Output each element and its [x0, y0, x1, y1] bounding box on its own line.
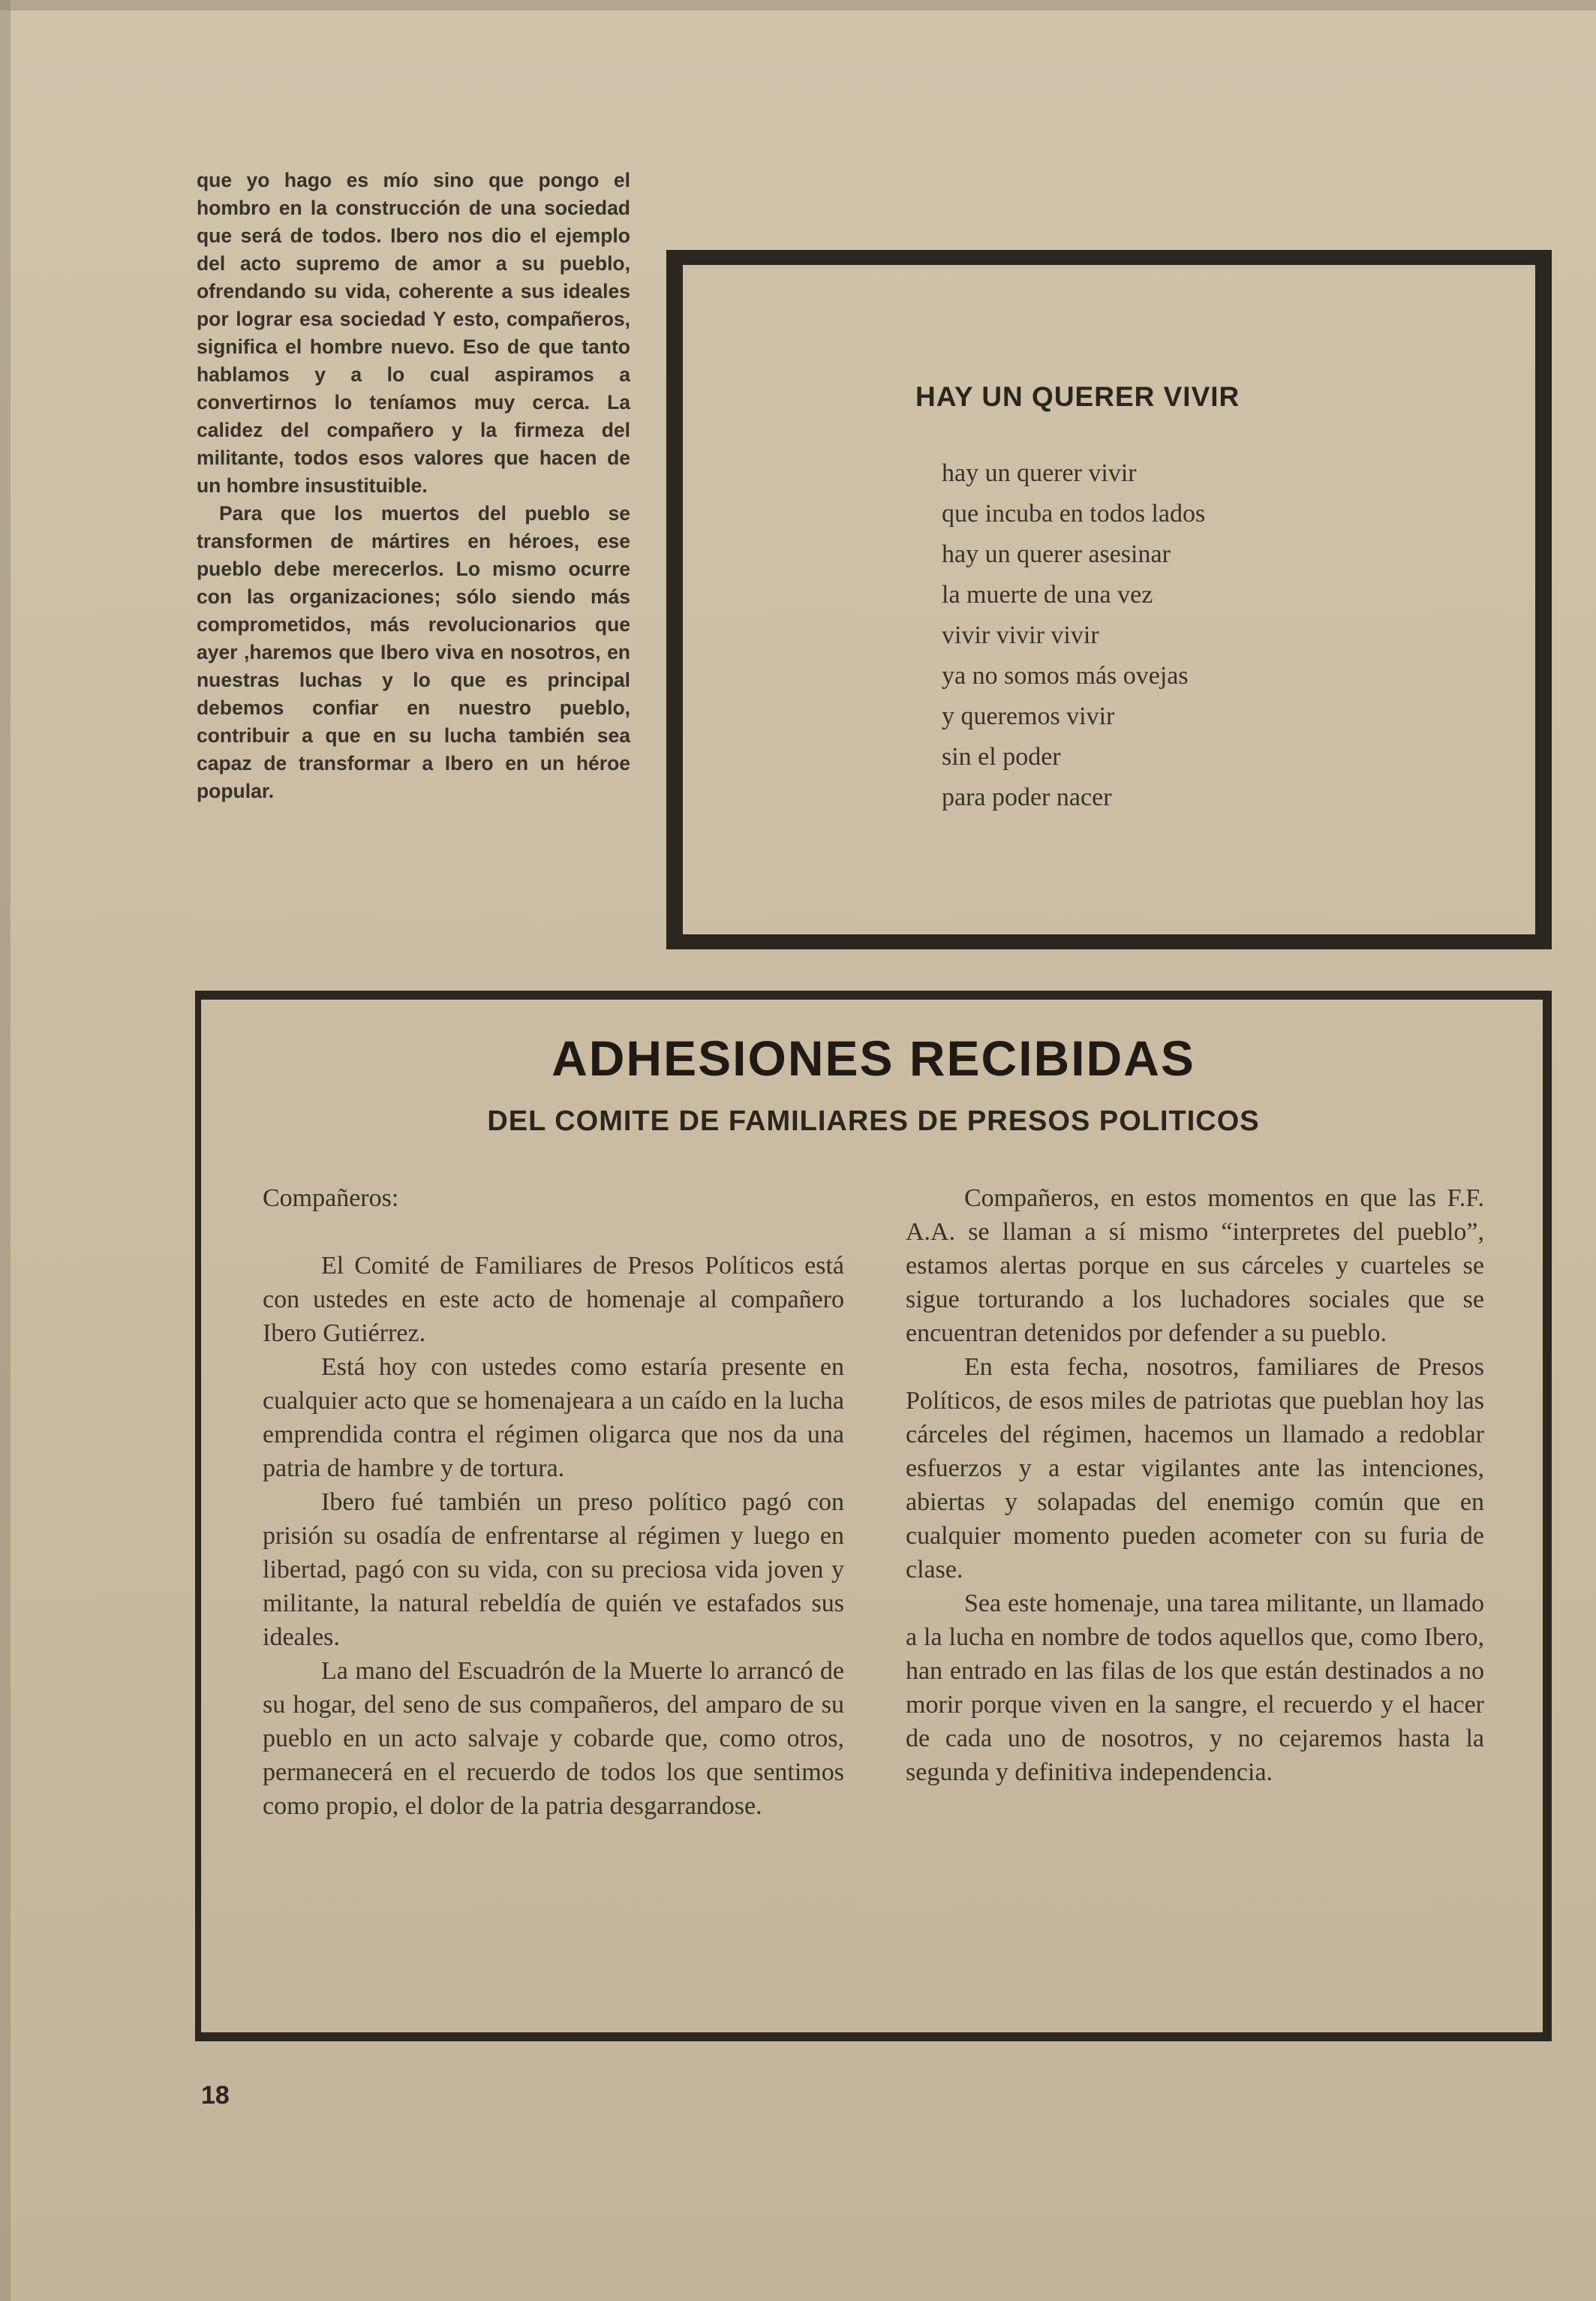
poem-line: ya no somos más ovejas [942, 662, 1189, 690]
letter-paragraph: Compañeros, en estos momentos en que las F.F. A.A. se llaman a sí mismo “interpretes del pueblo”, estamos alertas porque en sus cárceles y cuarteles se sigue torturando a los luchadores sociales que se encuentran detenidos por defender a su pueblo. [906, 1184, 1484, 1347]
article-paragraph: Para que los muertos del pueblo se transformen de mártires en héroes, ese pueblo debe merecerlos. Lo mismo ocurre con las organizaciones; sólo siendo más comprometidos, más revolucionarios que ayer ,haremos que Ibero viva en nosotros, en nuestras luchas y lo que es principal debemos confiar en nuestro pueblo, contribuir a que en su lucha también sea capaz de transformar a Ibero en un héroe popular. [197, 502, 630, 802]
poem-line: para poder nacer [942, 784, 1112, 811]
poem-line: vivir vivir vivir [942, 621, 1099, 649]
poem-line: y queremos vivir [942, 702, 1115, 730]
poem-line: sin el poder [942, 743, 1061, 771]
poem-body [942, 453, 1467, 818]
poem-title: HAY UN QUERER VIVIR [915, 381, 1240, 412]
article-paragraph: que yo hago es mío sino que pongo el hombro en la construcción de una sociedad que será de todos. Ibero nos dio el ejemplo del acto supremo de amor a su pueblo, ofrendando su vida, coherente a sus ideales por lograr esa sociedad Y esto, compañeros, significa el hombre nuevo. Eso de que tanto hablamos y a lo cual aspiramos a convertirnos lo teníamos muy cerca. La calidez del compañero y la firmeza del militante, todos esos valores que hacen de un hombre insustituible. [197, 169, 630, 497]
salutation: Compañeros: [263, 1184, 399, 1212]
adhesiones-left-column [263, 1181, 844, 1823]
scan-edge-top [0, 0, 1596, 11]
letter-paragraph: En esta fecha, nosotros, familiares de Presos Políticos, de esos miles de patriotas que pueblan hoy las cárceles del régimen, hacemos un llamado a redoblar esfuerzos y a estar vigilantes ante las intenciones, abiertas y solapadas del enemigo común que en cualquier momento pueden acometer con su furia de clase. [906, 1353, 1484, 1584]
page-number: 18 [201, 2081, 230, 2110]
poem-line: la muerte de una vez [942, 581, 1153, 609]
letter-paragraph: La mano del Escuadrón de la Muerte lo arrancó de su hogar, del seno de sus compañeros, del amparo de su pueblo en un acto salvaje y cobarde que, como otros, permanecerá en el recuerdo de todos los que sentimos como propio, el dolor de la patria desgarrandose. [263, 1657, 844, 1820]
letter-paragraph: El Comité de Familiares de Presos Políticos está con ustedes en este acto de homenaje al compañero Ibero Gutiérrez. [263, 1252, 844, 1347]
scan-edge-left [0, 0, 11, 2301]
letter-paragraph: Ibero fué también un preso político pagó con prisión su osadía de enfrentarse al régimen y luego en libertad, pagó con su vida, con su preciosa vida joven y militante, la natural rebeldía de quién ve estafados sus ideales. [263, 1488, 844, 1651]
letter-paragraph: Está hoy con ustedes como estaría presente en cualquier acto que se homenajeara a un caído en la lucha emprendida contra el régimen oligarca que nos da una patria de hambre y de tortura. [263, 1353, 844, 1482]
poem-line: que incuba en todos lados [942, 500, 1206, 528]
adhesiones-subtitle: DEL COMITE DE FAMILIARES DE PRESOS POLITICOS [487, 1105, 1260, 1137]
poem-line: hay un querer vivir [942, 459, 1137, 487]
poem-line: hay un querer asesinar [942, 540, 1171, 568]
continued-article-column [197, 167, 630, 805]
adhesiones-right-column [906, 1181, 1484, 1789]
letter-paragraph: Sea este homenaje, una tarea militante, un llamado a la lucha en nombre de todos aquellos que, como Ibero, han entrado en las filas de los que están destinados a no morir porque viven en la sangre, el recuerdo y el hacer de cada uno de nosotros, y no cejaremos hasta la segunda y definitiva independencia. [906, 1590, 1484, 1786]
adhesiones-title: ADHESIONES RECIBIDAS [552, 1030, 1195, 1086]
